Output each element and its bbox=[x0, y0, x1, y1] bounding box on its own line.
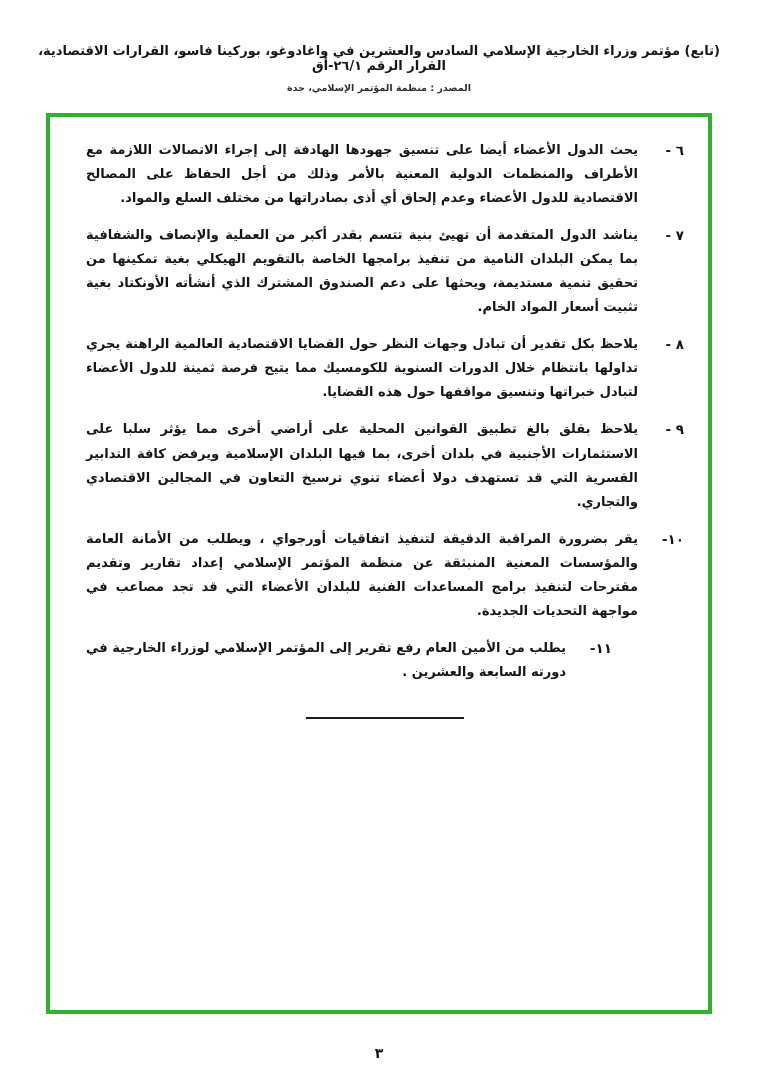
page-number: ٣ bbox=[374, 1046, 384, 1062]
content-frame bbox=[46, 113, 712, 1014]
item-text: يحث الدول الأعضاء أيضا على تنسيق جهودها الهادفة إلى إجراء الاتصالات اللازمة مع الأطراف والمنظمات الدولية المعنية بالأمر وذلك من أجل الحفاظ على المصالح الاقتصادية للدول الأعضاء وعدم إلحاق أي أذى بصادراتها من مختلف السلع والمواد. bbox=[86, 143, 638, 207]
resolution-item-10 bbox=[86, 528, 684, 624]
header-title: (تابع) مؤتمر وزراء الخارجية الإسلامي السادس والعشرين في واغادوغو، بوركينا فاسو، القرارات الاقتصادية، القرار الرقم ٢٦/١-أق bbox=[38, 44, 720, 74]
item-text: يقر بضرورة المراقبة الدقيقة لتنفيذ اتفاقيات أورجواي ، ويطلب من الأمانة العامة والمؤسسات المعنية المنبثقة عن منظمة المؤتمر الإسلامي إعداد تقارير وتقديم مقترحات لتنفيذ برامج المساعدات الفنية للبلدان الأعضاء التي قد تجد مصاعب في مواجهة التحديات الجديدة. bbox=[86, 531, 638, 619]
item-number: ١١- bbox=[589, 640, 612, 657]
section-divider bbox=[306, 717, 464, 719]
document-header bbox=[0, 0, 758, 94]
header-source: المصدر : منظمة المؤتمر الإسلامي، جدة bbox=[287, 83, 471, 94]
item-number: ٨ - bbox=[665, 337, 684, 354]
resolution-item-8 bbox=[86, 333, 684, 405]
item-text: يلاحظ بكل تقدير أن تبادل وجهات النظر حول القضايا الاقتصادية العالمية الراهنة يجري تداولها بانتظام خلال الدورات السنوية للكومسيك مما يتيح فرصة ثمينة للدول الأعضاء لتبادل خبراتها وتنسيق مواقفها حول هذه القضايا. bbox=[86, 337, 638, 401]
resolution-item-6 bbox=[86, 139, 684, 211]
item-number: ٧ - bbox=[665, 228, 684, 245]
item-number: ٦ - bbox=[665, 143, 684, 159]
item-text: يناشد الدول المتقدمة أن تهيئ بنية تتسم بقدر أكبر من العملية والإنصاف والشفافية بما يمكن البلدان النامية من تنفيذ برامجها الخاصة بالتقويم الهيكلي بغية تمكينها من تحقيق تنمية مستديمة، ويحثها على دعم الصندوق المشترك الذي أنشأته الأونكتاد بغية تثبيت أسعار المواد الخام. bbox=[86, 228, 638, 316]
item-text: يطلب من الأمين العام رفع تقرير إلى المؤتمر الإسلامي لوزراء الخارجية في دورته السابعة والعشرين . bbox=[86, 640, 566, 680]
item-number: ٩ - bbox=[665, 422, 684, 439]
resolution-item-7 bbox=[86, 224, 684, 320]
item-text: يلاحظ بقلق بالغ تطبيق القوانين المحلية على أراضي أخرى مما يؤثر سلبا على الاستثمارات الأجنبية في بلدان أخرى، بما فيها البلدان الإسلامية ويرفض كافة التدابير القسرية التي قد تستهدف دولا أعضاء تنوي ترسيخ التعاون في المجالين الاقتصادي والتجاري. bbox=[86, 422, 638, 510]
resolution-item-9 bbox=[86, 418, 684, 514]
item-number: ١٠- bbox=[661, 531, 684, 548]
resolution-item-11 bbox=[86, 637, 612, 685]
